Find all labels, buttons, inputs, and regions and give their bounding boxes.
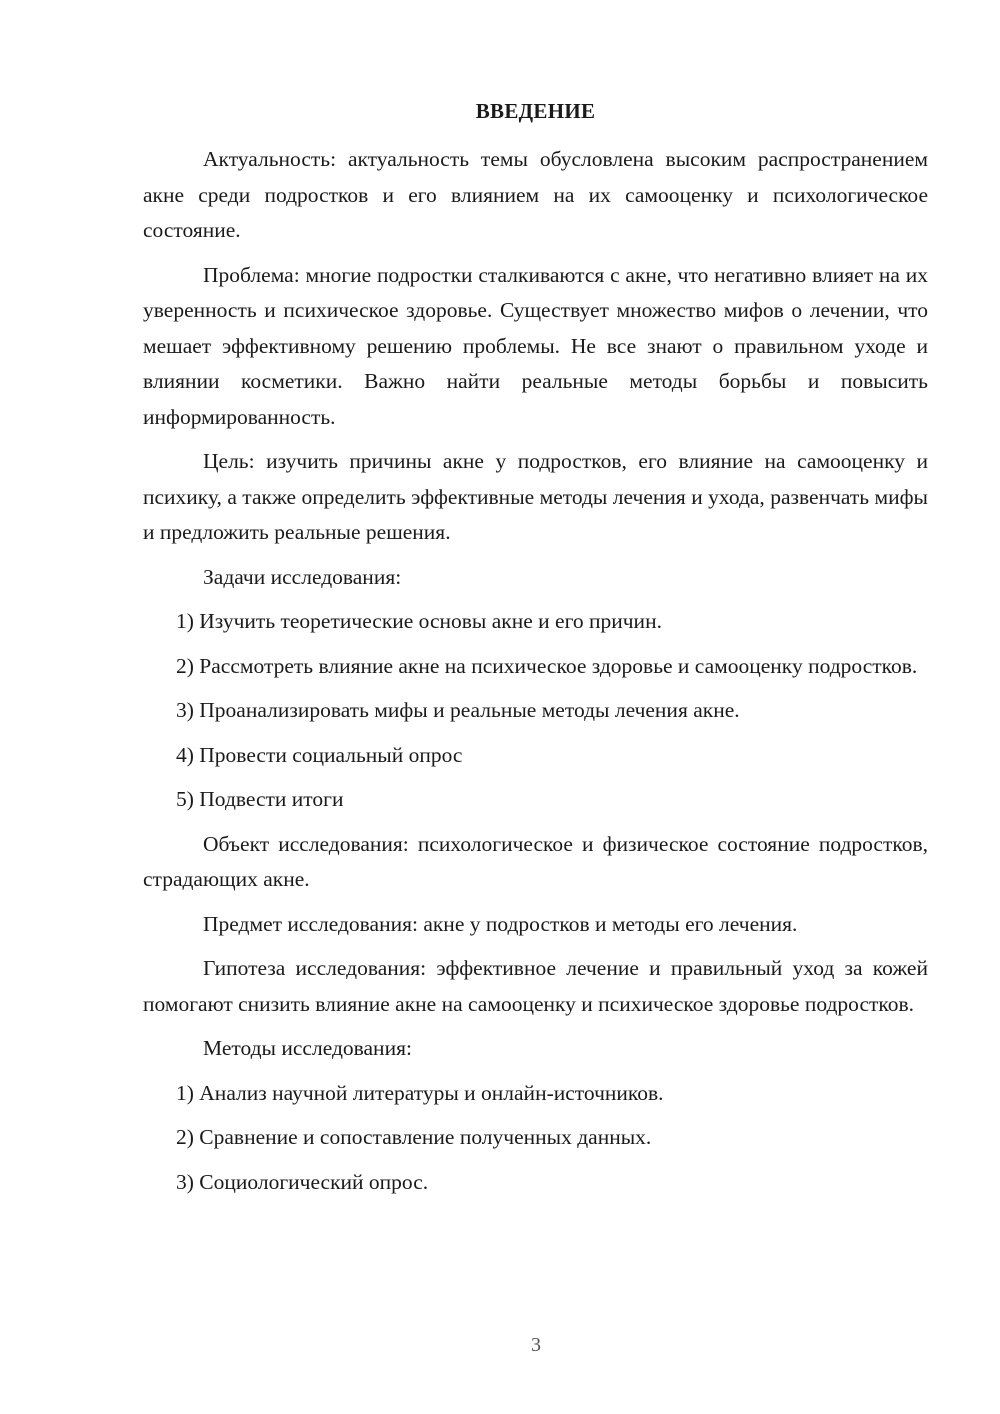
relevance-paragraph: Актуальность: актуальность темы обусловлена высоким распространением акне среди подростков и его влиянием на их самооценку и психологическое состояние. — [143, 147, 928, 242]
task-item-3: 3) Проанализировать мифы и реальные методы лечения акне. — [176, 698, 740, 722]
problem-paragraph: Проблема: многие подростки сталкиваются с акне, что негативно влияет на их уверенность и психическое здоровье. Существует множество мифов о лечении, что мешает эффективному решению проблемы. Не все знают о правильном уходе и влиянии косметики. Важно найти реальные методы борьбы и повысить информированность. — [143, 262, 928, 429]
method-item-1: 1) Анализ научной литературы и онлайн-источников. — [176, 1080, 664, 1105]
method-item-2: 2) Сравнение и сопоставление полученных данных. — [176, 1125, 652, 1149]
object-paragraph: Объект исследования: психологическое и физическое состояние подростков, страдающих акне. — [143, 831, 928, 891]
page-title: ВВЕДЕНИЕ — [475, 99, 596, 123]
tasks-heading: Задачи исследования: — [203, 564, 402, 589]
goal-paragraph: Цель: изучить причины акне у подростков, его влияние на самооценку и психику, а также определить эффективные методы лечения и ухода, развенчать мифы и предложить реальные решения. — [143, 449, 928, 544]
method-item-3: 3) Социологический опрос. — [176, 1169, 429, 1194]
document-body — [143, 142, 928, 1209]
page-number: 3 — [531, 1334, 541, 1356]
task-item-4: 4) Провести социальный опрос — [176, 742, 463, 767]
hypothesis-paragraph: Гипотеза исследования: эффективное лечение и правильный уход за кожей помогают снизить влияние акне на самооценку и психическое здоровье подростков. — [143, 956, 928, 1016]
task-item-5: 5) Подвести итоги — [176, 787, 344, 811]
methods-heading: Методы исследования: — [203, 1036, 412, 1060]
task-item-2: 2) Рассмотреть влияние акне на психическое здоровье и самооценку подростков. — [176, 653, 918, 678]
task-item-1: 1) Изучить теоретические основы акне и его причин. — [176, 609, 662, 633]
subject-paragraph: Предмет исследования: акне у подростков и методы его лечения. — [203, 911, 798, 936]
